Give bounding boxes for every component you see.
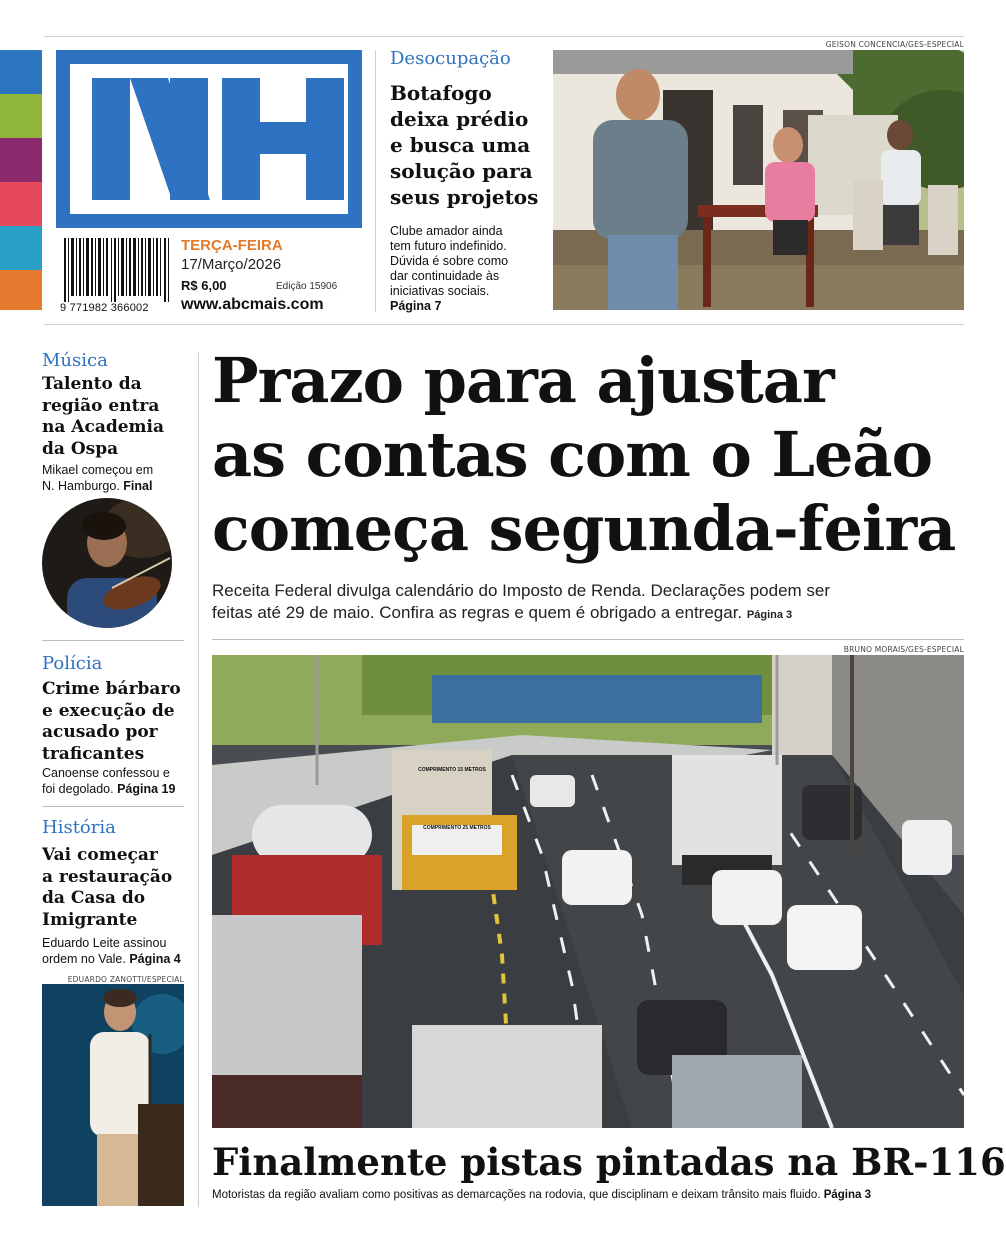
sidebar-kicker-music: Música — [42, 350, 108, 371]
top-story-body: Clube amador ainda tem futuro indefinido. Dúvida é sobre como dar continuidade às iniciativas sociais. Página 7 — [390, 224, 550, 314]
sidebar-divider-2 — [42, 806, 184, 807]
sidebar-divider-1 — [42, 640, 184, 641]
barcode-number: 9 771982 366002 — [60, 302, 149, 314]
sidebar-page-ref-history: Página 4 — [129, 952, 181, 966]
truck-sign-1: COMPRIMENTO 15 METROS — [418, 767, 486, 773]
lead-separator — [212, 639, 964, 640]
photo-story-caption: Motoristas da região avaliam como positivas as demarcações na rodovia, que disciplinam e deixam trânsito mais fluido. Página 3 — [212, 1189, 872, 1201]
botafogo-photo[interactable] — [553, 50, 964, 310]
website-link[interactable]: www.abcmais.com — [181, 296, 324, 313]
photo-story-page-ref: Página 3 — [823, 1189, 872, 1201]
highway-photo-credit: BRUNO MORAIS/GES-ESPECIAL — [843, 645, 964, 654]
sidebar-body-police: Canoense confessou e foi degolado. Página 19 — [42, 766, 176, 796]
top-story-page-ref: Página 7 — [390, 299, 442, 313]
sidebar-page-ref-police: Página 19 — [117, 782, 176, 796]
edition-number: Edição 15906 — [276, 281, 338, 292]
color-stripe-orange — [0, 270, 42, 310]
color-stripe-red — [0, 182, 42, 226]
musician-photo[interactable] — [42, 498, 172, 628]
photo-story-headline[interactable]: Finalmente pistas pintadas na BR-116 — [212, 1140, 1006, 1184]
top-story-kicker: Desocupação — [390, 48, 511, 69]
sidebar-kicker-history: História — [42, 817, 116, 838]
nh-logo[interactable] — [56, 50, 362, 228]
color-stripe-purple — [0, 138, 42, 182]
top-photo-credit: GEISON CONCENCIA/GES-ESPECIAL — [825, 40, 964, 49]
masthead-divider — [375, 50, 376, 312]
governor-photo[interactable] — [42, 984, 184, 1206]
weekday: TERÇA-FEIRA — [181, 237, 283, 254]
sidebar-headline-history[interactable]: Vai começar a restauração da Casa do Imigrante — [42, 845, 173, 930]
sidebar-headline-music[interactable]: Talento da região entra na Academia da Ospa — [42, 374, 165, 459]
sidebar-page-ref-music: Final — [123, 479, 153, 493]
lead-deck: Receita Federal divulga calendário do Imposto de Renda. Declarações podem ser feitas até 29 de maio. Confira as regras e quem é obrigado a entregar. Página 3 — [212, 581, 831, 622]
top-rule — [44, 36, 964, 37]
color-stripe-cyan — [0, 226, 42, 270]
sidebar-body-music: Mikael começou em N. Hamburgo. Final — [42, 463, 154, 493]
sidebar-headline-police[interactable]: Crime bárbaro e execução de acusado por traficantes — [42, 679, 181, 764]
column-divider — [198, 352, 199, 1207]
color-stripe-blue — [0, 50, 42, 94]
color-stripe-green — [0, 94, 42, 138]
date: 17/Março/2026 — [181, 256, 282, 273]
sidebar-kicker-police: Polícia — [42, 653, 103, 674]
masthead-bottom-rule — [44, 324, 964, 325]
truck-sign-2: COMPRIMENTO 25 METROS — [423, 825, 491, 831]
lead-headline[interactable]: Prazo para ajustar as contas com o Leão começa segunda-feira — [212, 344, 956, 565]
sidebar-body-history: Eduardo Leite assinou ordem no Vale. Página 4 — [42, 936, 181, 966]
highway-photo[interactable] — [212, 655, 964, 1128]
lead-page-ref: Página 3 — [746, 609, 793, 621]
barcode — [64, 238, 170, 302]
price: R$ 6,00 — [181, 278, 227, 293]
top-story-headline[interactable]: Botafogo deixa prédio e busca uma solução para seus projetos — [390, 81, 539, 209]
history-photo-credit: EDUARDO ZANOTTI/ESPECIAL — [67, 975, 184, 984]
